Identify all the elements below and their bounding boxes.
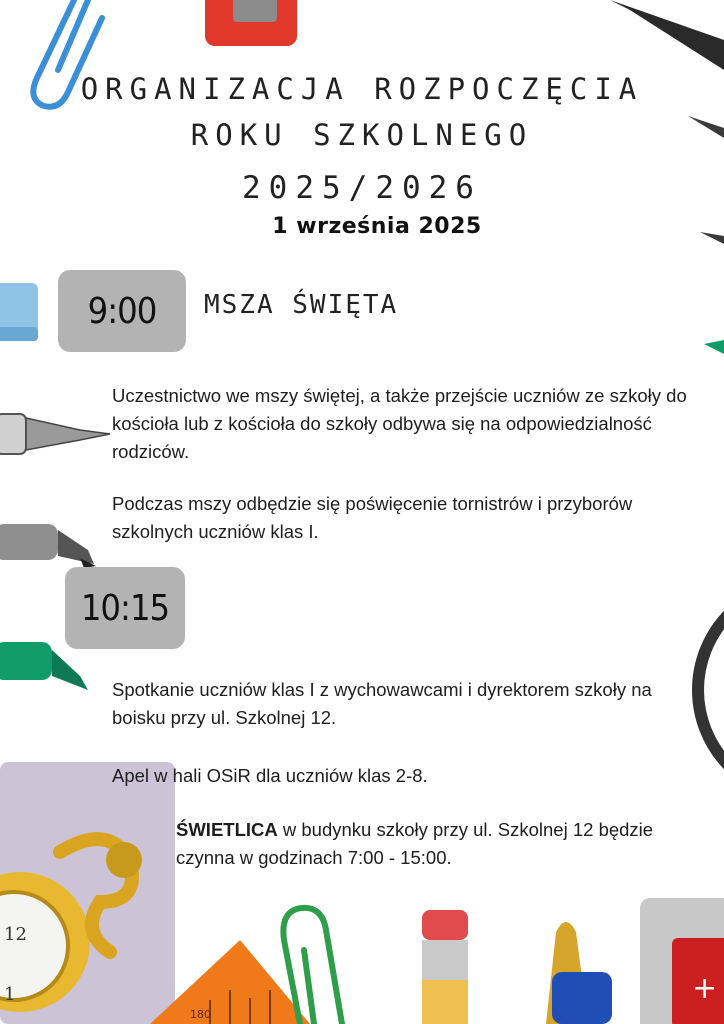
pen-icon (516, 912, 616, 1024)
marker-icon (0, 520, 96, 572)
eraser-icon (0, 283, 40, 341)
paragraph-meeting: Spotkanie uczniów klas I z wychowawcami i dyrektorem szkoły na boisku przy ul. Szkolnej 12. (112, 679, 652, 728)
svg-text:12: 12 (4, 924, 27, 945)
title-year: 2025/2026 (242, 170, 482, 206)
notice-label: ŚWIETLICA (176, 819, 278, 840)
svg-text:180: 180 (190, 1008, 211, 1021)
calculator-icon (640, 898, 724, 1024)
event-title-mass: MSZA ŚWIĘTA (204, 290, 399, 320)
pencil-sharpener-icon (205, 0, 300, 48)
notice-text: w budynku szkoły przy ul. Szkolnej 12 będzie czynna w godzinach 7:00 - 15:00. (176, 819, 654, 868)
title-line-2: ROKU SZKOLNEGO (190, 118, 534, 152)
pen-icon (610, 0, 724, 70)
marker-icon (704, 338, 724, 356)
notice-day-room (176, 816, 706, 872)
title-line-1: ORGANIZACJA ROZPOCZĘCIA (80, 72, 644, 106)
paragraph-mass-responsibility: Uczestnictwo we mszy świętej, a także przejście uczniów ze szkoły do kościoła lub z kościoła do szkoły odbywa się na odpowiedzialność rodziców. (112, 385, 687, 462)
event-date: 1 września 2025 (272, 214, 482, 239)
paperclip-icon (280, 900, 390, 1024)
svg-text:+: + (692, 971, 718, 1006)
svg-text:1: 1 (4, 984, 16, 1005)
fountain-pen-icon (0, 408, 112, 464)
paragraph-mass-blessing: Podczas mszy odbędzie się poświęcenie tornistrów i przyborów szkolnych uczniów klas I. (112, 493, 633, 542)
paragraph-assembly: Apel w hali OSiR dla uczniów klas 2-8. (112, 765, 428, 786)
pencil-icon (418, 910, 474, 1024)
time-badge-10-15: 10:15 (65, 567, 185, 649)
time-badge-9: 9:00 (58, 270, 186, 352)
